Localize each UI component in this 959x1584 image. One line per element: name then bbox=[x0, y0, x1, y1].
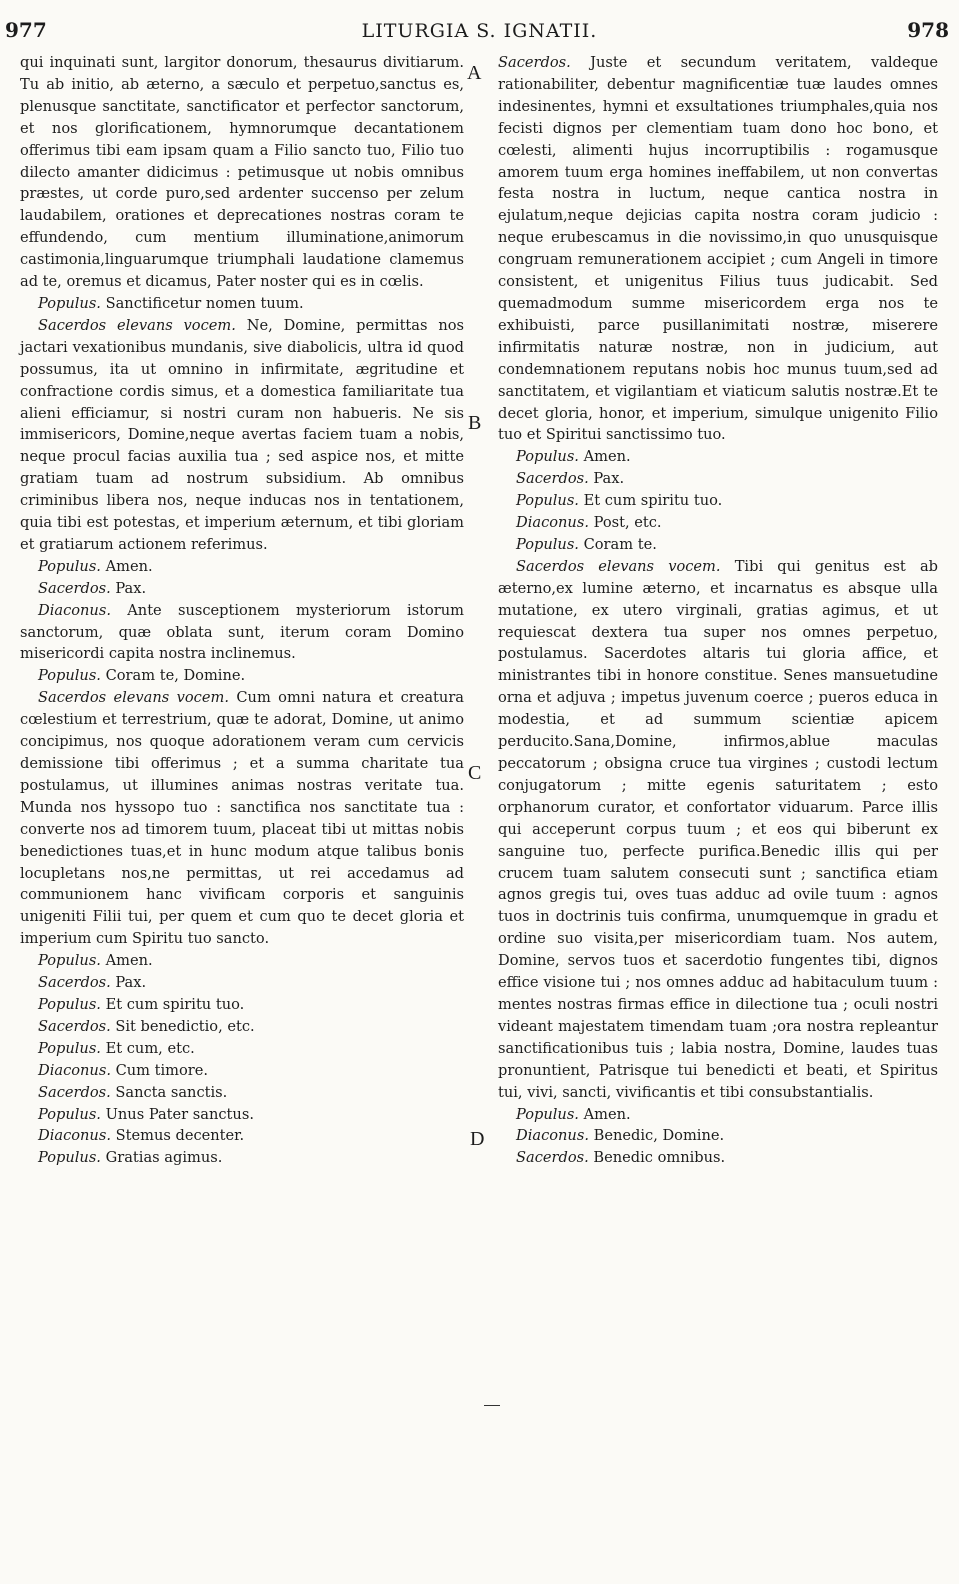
speaker-label: Sacerdos. bbox=[38, 1083, 111, 1101]
paragraph-text: Juste et secundum veritatem, valdeque rationabiliter, debentur magnificentiæ tuæ laudes omnes indesinentes, hymni et exsultationes triumphales,quia nos fecisti dignos per clementiam tuam dono hoc bono, et cœlesti, alimenti hujus incorruptibilis : rogamusque amorem tuum erga homines ineffabilem, ut non convertas festa nostra in luctum, neque cantica nostra in ejulatum,neque dejicias capita nostra coram judicio : neque erubescamus in die novissimo,in quo unusquisque congruam remunerationem accipiet ; cum Angeli in timore consistent, et unigenitus Filius tuus judicabit. Sed quemadmodum summe misericordem erga nos te exhibuisti, parce pusillanimitati nostræ, miserere infirmitatis naturæ nostræ, non in judicium, aut condemnationem reputans nobis hoc munus tuum,sed ad sanctitatem, et vigilantiam et viaticum salutis nostræ.Et te decet gloria, honor, et imperium, simulque unigenito Filio tuo et Spiritui sanctissimo tuo. bbox=[498, 54, 938, 444]
paragraph bbox=[20, 52, 464, 293]
paragraph-text: Et cum, etc. bbox=[105, 1039, 195, 1057]
speaker-label: Populus. bbox=[38, 1105, 101, 1123]
paragraph bbox=[20, 315, 464, 556]
speaker-label: Populus. bbox=[38, 667, 101, 685]
speaker-label: Populus. bbox=[516, 448, 579, 466]
margin-marker-a: A bbox=[467, 62, 482, 84]
paragraph bbox=[20, 1082, 464, 1104]
paragraph bbox=[20, 556, 464, 578]
paragraph-text: Cum omni natura et creatura cœlestium et terrestrium, quæ te adorat, Domine, ut animo concipimus, nos quoque adorationem veram cum cervicis demissione tibi offerimus ; et a summa charitate tua postulamus, ut illumines animas nostras veritate tua. Munda nos hyssopo tuo : sanctifica nos sanctitate tua : converte nos ad timorem tuum, placeat tibi ut mittas nobis benedictiones tuas,et in hunc modum atque talibus bonis locupletans nos,ne permittas, ut rei accedamus ad communionem hanc vivificam corporis et sanguinis unigeniti Filii tui, per quem et cum quo te decet gloria et imperium cum Spiritu tuo sancto. bbox=[20, 689, 464, 948]
speaker-label: Sacerdos elevans vocem. bbox=[38, 689, 229, 707]
paragraph-text: Amen. bbox=[583, 1105, 631, 1123]
speaker-label: Sacerdos. bbox=[516, 1149, 589, 1167]
speaker-label: Diaconus. bbox=[38, 1127, 111, 1145]
speaker-label: Populus. bbox=[38, 1039, 101, 1057]
paragraph bbox=[498, 512, 938, 534]
paragraph-text: Ante susceptionem mysteriorum istorum sanctorum, quæ oblata sunt, iterum coram Domino misericordi capita nostra inclinemus. bbox=[20, 601, 464, 663]
left-column bbox=[20, 52, 464, 1169]
paragraph bbox=[498, 556, 938, 1104]
paragraph-text: Ne, Domine, permittas nos jactari vexationibus mundanis, sive diabolicis, ultra id quod possumus, ita ut omnino in infirmitate, ægritudine et confractione cordis simus, et a domestica familiaritate tua alieni efficiamur, si nostri curam non habueris. Ne sis immisericors, Domine,neque avertas faciem tuam a nobis, neque procul facias auxilia tua ; sed aspice nos, et mitte gratiam tuam ad nostrum subsidium. Ab omnibus criminibus libera nos, neque inducas nos in tentationem, quia tibi est potestas, et imperium æternum, et tibi gloriam et gratiarum actionem referimus. bbox=[20, 316, 464, 553]
paragraph-text: Benedic, Domine. bbox=[593, 1127, 725, 1145]
paragraph-text: qui inquinati sunt, largitor donorum, thesaurus divitiarum. Tu ab initio, ab æterno, a sæculo et perpetuo,sanctus es, plenusque sanctitate, sanctificator et perfector sanctorum, et nos glorificationem, hymnorumque decantationem offerimus tibi eam ipsam quam a Filio sancto tuo, Filio tuo dilecto amanter didicimus : petimusque ut nobis omnibus præstes, ut corde puro,sed ardenter succenso per zelum laudabilem, orationes et deprecationes nostras coram te effundendo, cum mentium illuminatione,animorum castimonia,linguarumque triumphali laudatione clamemus ad te, oremus et dicamus, Pater noster qui es in cœlis. bbox=[20, 54, 464, 291]
paragraph-text: Tibi qui genitus est ab æterno,ex lumine æterno, et incarnatus es absque ulla mutatione, ex utero virginali, gratias agimus, et ut requiescat dextera tua super nos omnes perpetuo, postulamus. Sacerdotes altaris tui gloria affice, et ministrantes tibi in honore constitue. Senes mansuetudine orna et adjuva ; impetus juvenum coerce ; pueros educa in modestia, et ad summum scientiæ apicem perducito.Sana,Domine, infirmos,ablue maculas peccatorum ; obsigna cruce tua virgines ; custodi lectum conjugatorum ; mitte egenis saturitatem ; esto orphanorum curator, et confortator viduarum. Parce illis qui acceperunt corpus tuum ; et eos qui biberunt ex sanguine tuo, perfecte purifica.Benedic illis qui per crucem tuam salutem consecuti sunt ; sanctifica etiam agnos gregis tui, oves tuas adduc ad ovile tuum : agnos tuos in doctrinis tuis confirma, unumquemque in gradu et ordine suo visita,per misericordiam tuam. Nos autem, Domine, servos tuos et sacerdotio fungentes tibi, dignos effice visione tui ; nos omnes adduc ad habitaculum tuum : mentes nostras firmas effice in dilectione tua ; oculi nostri videant majestatem timendam tuam ;ora nostra repleantur sanctificationibus tuis ; labia nostra, Domine, laudes tuas pronuntient, Patrisque tui benedicti et beati, et Spiritus tui, vivi, sancti, vivificantis et tibi consubstantialis. bbox=[498, 557, 938, 1101]
speaker-label: Sacerdos. bbox=[516, 470, 589, 488]
paragraph bbox=[20, 1016, 464, 1038]
speaker-label: Sacerdos elevans vocem. bbox=[38, 316, 236, 334]
paragraph bbox=[20, 1147, 464, 1169]
speaker-label: Populus. bbox=[38, 294, 101, 312]
speaker-label: Populus. bbox=[38, 995, 101, 1013]
speaker-label: Populus. bbox=[38, 1149, 101, 1167]
paragraph bbox=[20, 578, 464, 600]
paragraph-text: Pax. bbox=[593, 470, 625, 488]
paragraph bbox=[20, 1038, 464, 1060]
running-title: LITURGIA S. IGNATII. bbox=[361, 20, 598, 42]
paragraph-text: Stemus decenter. bbox=[115, 1127, 245, 1145]
paragraph-text: Sit benedictio, etc. bbox=[115, 1017, 255, 1035]
paragraph-text: Coram te, Domine. bbox=[105, 667, 246, 685]
paragraph bbox=[20, 950, 464, 972]
page-number-right: 978 bbox=[907, 18, 949, 42]
speaker-label: Diaconus. bbox=[38, 1061, 111, 1079]
paragraph bbox=[498, 446, 938, 468]
speaker-label: Populus. bbox=[516, 1105, 579, 1123]
paragraph-text: Pax. bbox=[115, 974, 147, 992]
speaker-label: Sacerdos. bbox=[498, 54, 571, 71]
paragraph bbox=[20, 600, 464, 666]
speaker-label: Populus. bbox=[516, 492, 579, 510]
speaker-label: Sacerdos. bbox=[38, 974, 111, 992]
paragraph bbox=[20, 1125, 464, 1147]
paragraph-text: Pax. bbox=[115, 579, 147, 597]
paragraph bbox=[20, 1104, 464, 1126]
paragraph bbox=[20, 972, 464, 994]
paragraph bbox=[20, 293, 464, 315]
paragraph bbox=[20, 1060, 464, 1082]
paragraph-text: Amen. bbox=[583, 448, 631, 466]
end-rule bbox=[484, 1405, 500, 1406]
speaker-label: Sacerdos. bbox=[38, 1017, 111, 1035]
paragraph bbox=[20, 994, 464, 1016]
speaker-label: Diaconus. bbox=[516, 514, 589, 532]
paragraph-text: Cum timore. bbox=[115, 1061, 209, 1079]
paragraph-text: Benedic omnibus. bbox=[593, 1149, 726, 1167]
margin-marker-b: B bbox=[468, 412, 482, 434]
paragraph bbox=[498, 1125, 938, 1147]
paragraph bbox=[498, 468, 938, 490]
paragraph-text: Post, etc. bbox=[593, 514, 662, 532]
paragraph bbox=[498, 52, 938, 446]
paragraph-text: Sancta sanctis. bbox=[115, 1083, 228, 1101]
speaker-label: Sacerdos. bbox=[38, 579, 111, 597]
paragraph-text: Coram te. bbox=[583, 535, 657, 553]
paragraph-text: Gratias agimus. bbox=[105, 1149, 223, 1167]
paragraph-text: Amen. bbox=[105, 557, 153, 575]
page-header bbox=[0, 18, 959, 46]
paragraph bbox=[498, 534, 938, 556]
margin-marker-c: C bbox=[468, 762, 482, 784]
paragraph bbox=[20, 665, 464, 687]
paragraph bbox=[20, 687, 464, 950]
page-number-left: 977 bbox=[5, 18, 47, 42]
speaker-label: Diaconus. bbox=[516, 1127, 589, 1145]
paragraph-text: Unus Pater sanctus. bbox=[105, 1105, 254, 1123]
speaker-label: Populus. bbox=[516, 535, 579, 553]
paragraph-text: Amen. bbox=[105, 952, 153, 970]
paragraph-text: Sanctificetur nomen tuum. bbox=[105, 294, 304, 312]
right-column bbox=[498, 52, 938, 1169]
speaker-label: Sacerdos elevans vocem. bbox=[516, 557, 721, 575]
speaker-label: Populus. bbox=[38, 557, 101, 575]
paragraph bbox=[498, 490, 938, 512]
speaker-label: Diaconus. bbox=[38, 601, 111, 619]
paragraph bbox=[498, 1104, 938, 1126]
speaker-label: Populus. bbox=[38, 952, 101, 970]
paragraph-text: Et cum spiritu tuo. bbox=[583, 492, 723, 510]
paragraph bbox=[498, 1147, 938, 1169]
paragraph-text: Et cum spiritu tuo. bbox=[105, 995, 245, 1013]
margin-marker-d: D bbox=[470, 1128, 485, 1150]
